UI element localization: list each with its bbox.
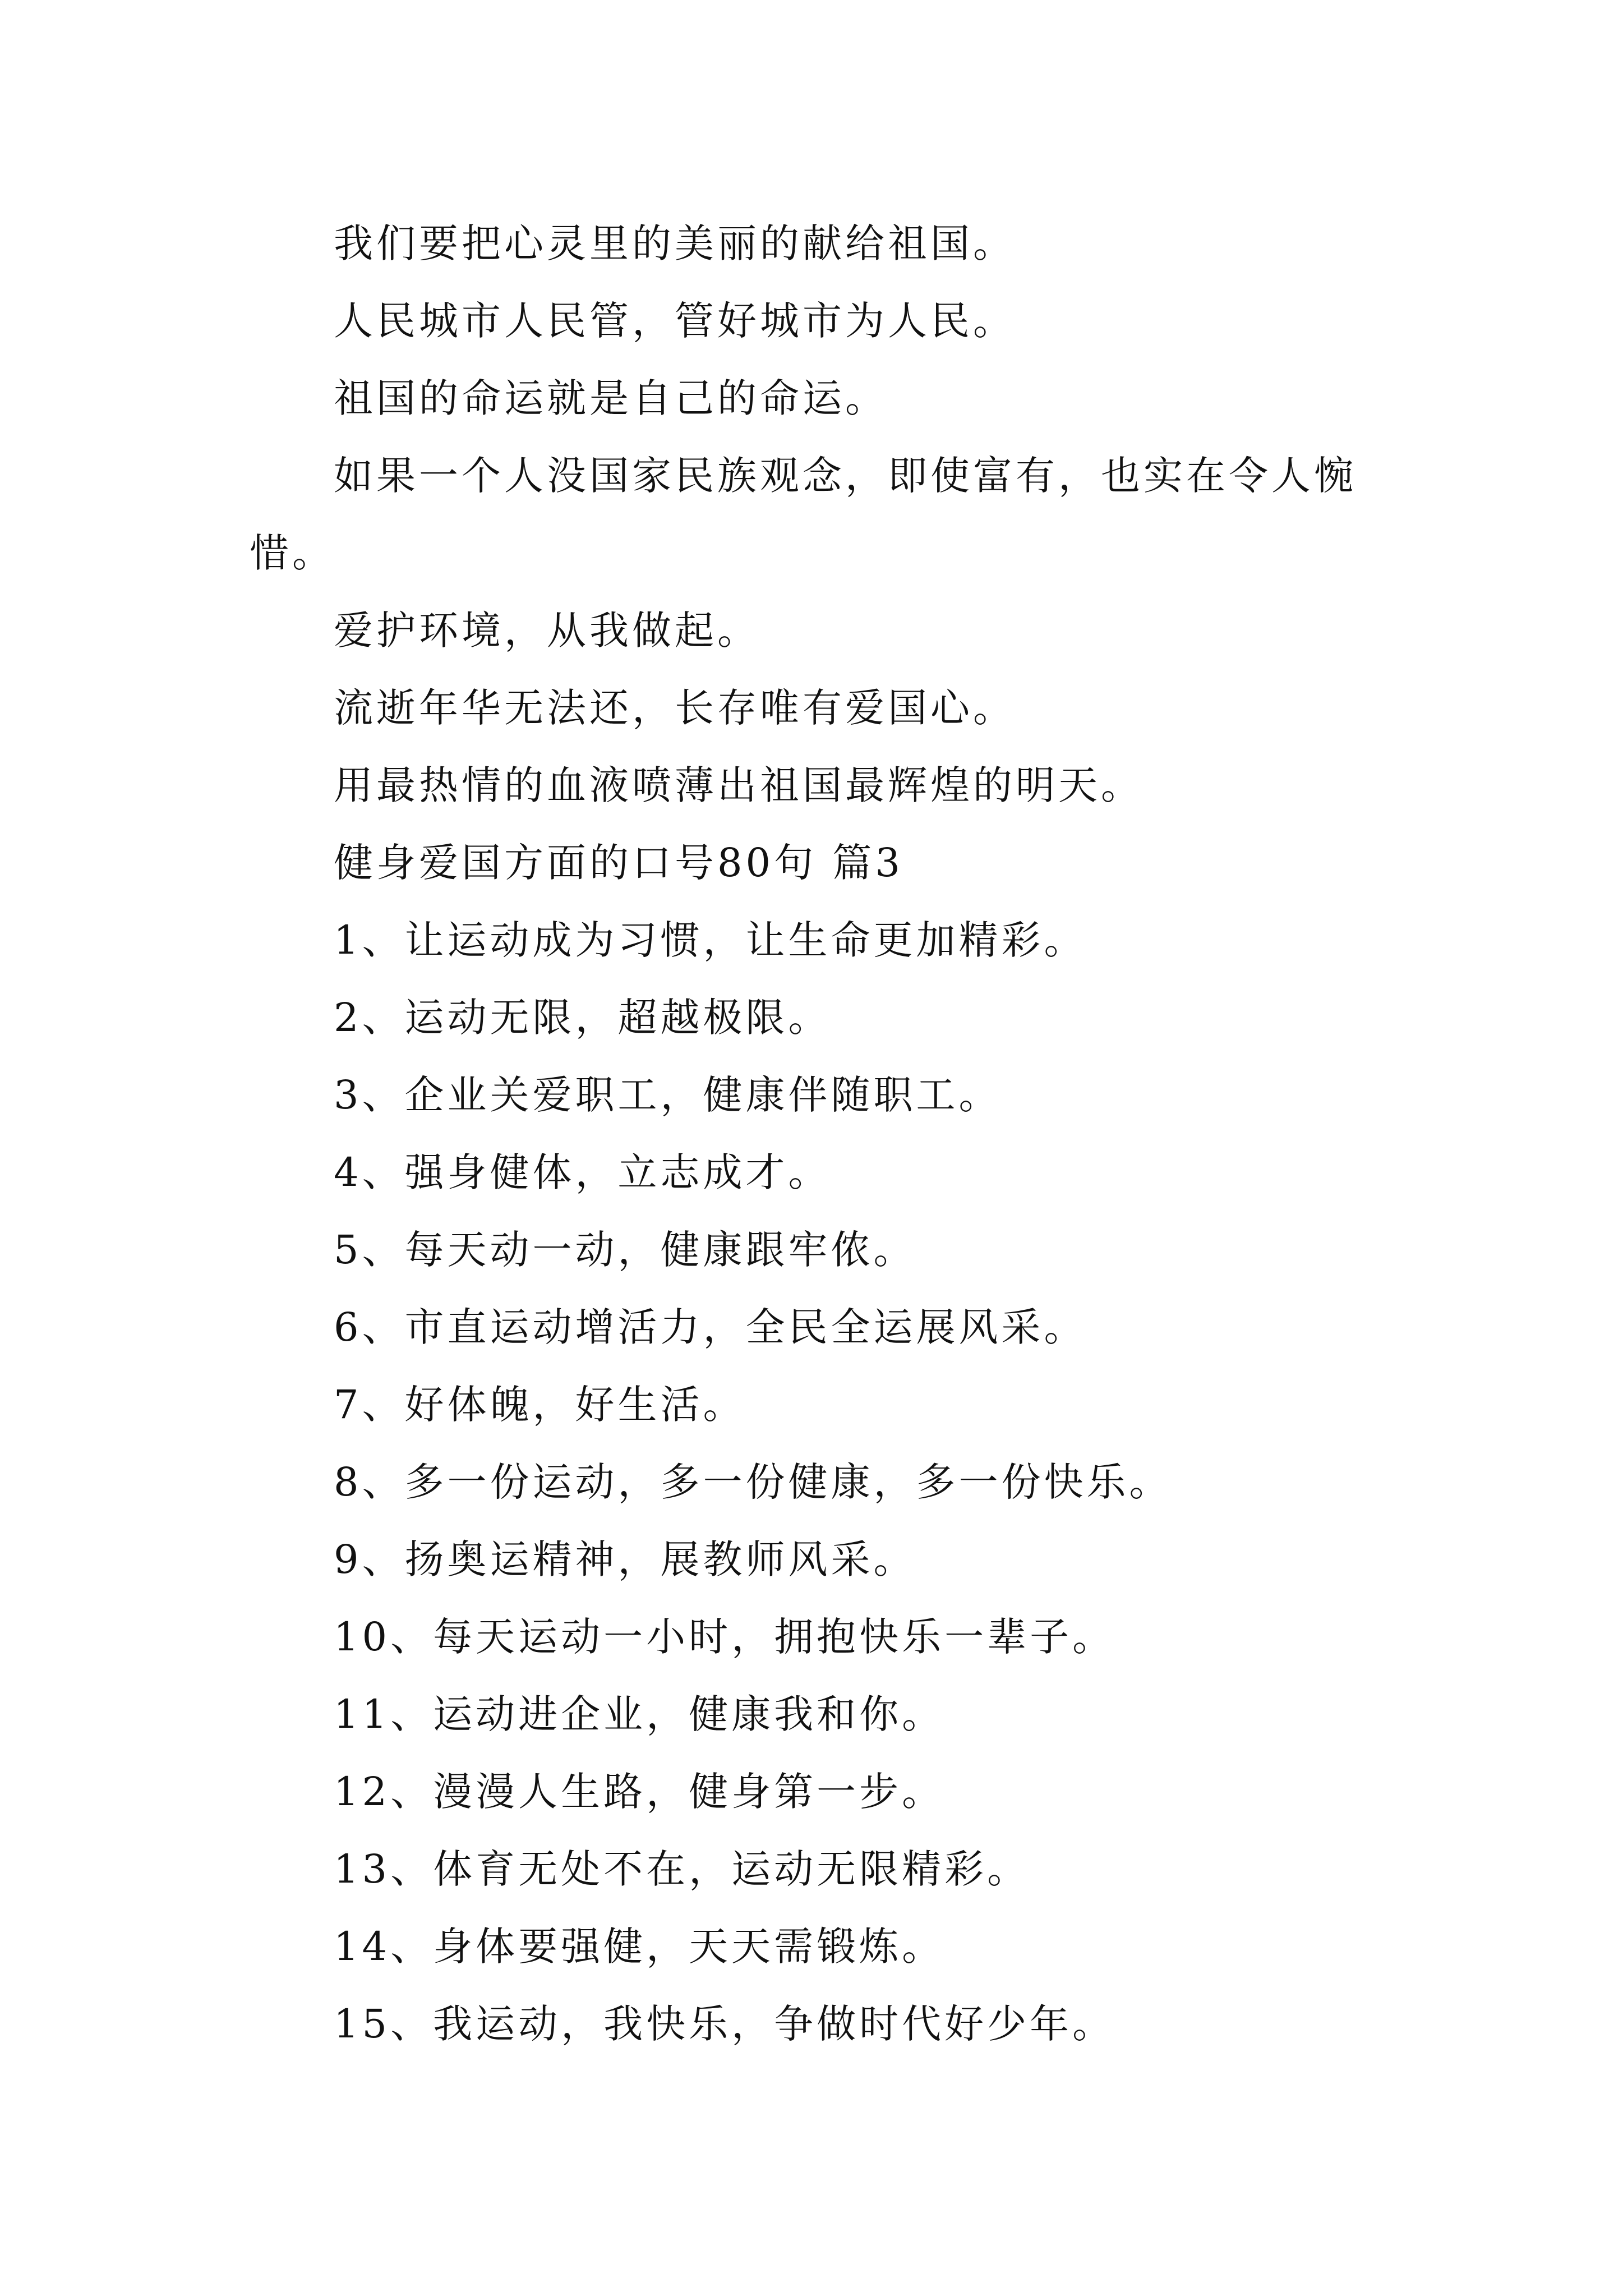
paragraph: 人民城市人民管，管好城市为人民。 [334,298,1016,344]
paragraph: 祖国的命运就是自己的命运。 [334,375,888,421]
list-item: 7、好体魄，好生活。 [334,1382,746,1428]
list-item: 2、运动无限，超越极限。 [334,995,831,1041]
list-item: 15、我运动，我快乐，争做时代好少年。 [334,2001,1115,2047]
paragraph-wrapped-continuation: 惜。 [250,530,335,576]
paragraph-wrapped-first-line: 如果一个人没国家民族观念，即使富有，也实在令人惋 [334,453,1357,499]
list-item: 4、强身健体，立志成才。 [334,1149,831,1195]
list-item: 14、身体要强健，天天需锻炼。 [334,1924,945,1970]
paragraph: 流逝年华无法还，长存唯有爱国心。 [334,685,1016,731]
list-item: 3、企业关爱职工，健康伴随职工。 [334,1072,1002,1118]
list-item: 11、运动进企业，健康我和你。 [334,1691,945,1737]
list-item: 10、每天运动一小时，拥抱快乐一辈子。 [334,1614,1115,1660]
paragraph: 我们要把心灵里的美丽的献给祖国。 [334,220,1016,266]
list-item: 8、多一份运动，多一份健康，多一份快乐。 [334,1459,1172,1505]
paragraph: 用最热情的血液喷薄出祖国最辉煌的明天。 [334,762,1144,808]
list-item: 13、体育无处不在，运动无限精彩。 [334,1846,1030,1892]
section-heading: 健身爱国方面的口号80句 篇3 [334,840,903,886]
list-item: 6、市直运动增活力，全民全运展风采。 [334,1304,1087,1350]
document-body [250,205,1399,2063]
list-item: 1、让运动成为习惯，让生命更加精彩。 [334,917,1087,963]
list-item: 9、扬奥运精神，展教师风采。 [334,1536,916,1582]
list-item: 12、漫漫人生路，健身第一步。 [334,1769,945,1815]
list-item: 5、每天动一动，健康跟牢侬。 [334,1227,916,1273]
paragraph: 爱护环境，从我做起。 [334,608,760,654]
